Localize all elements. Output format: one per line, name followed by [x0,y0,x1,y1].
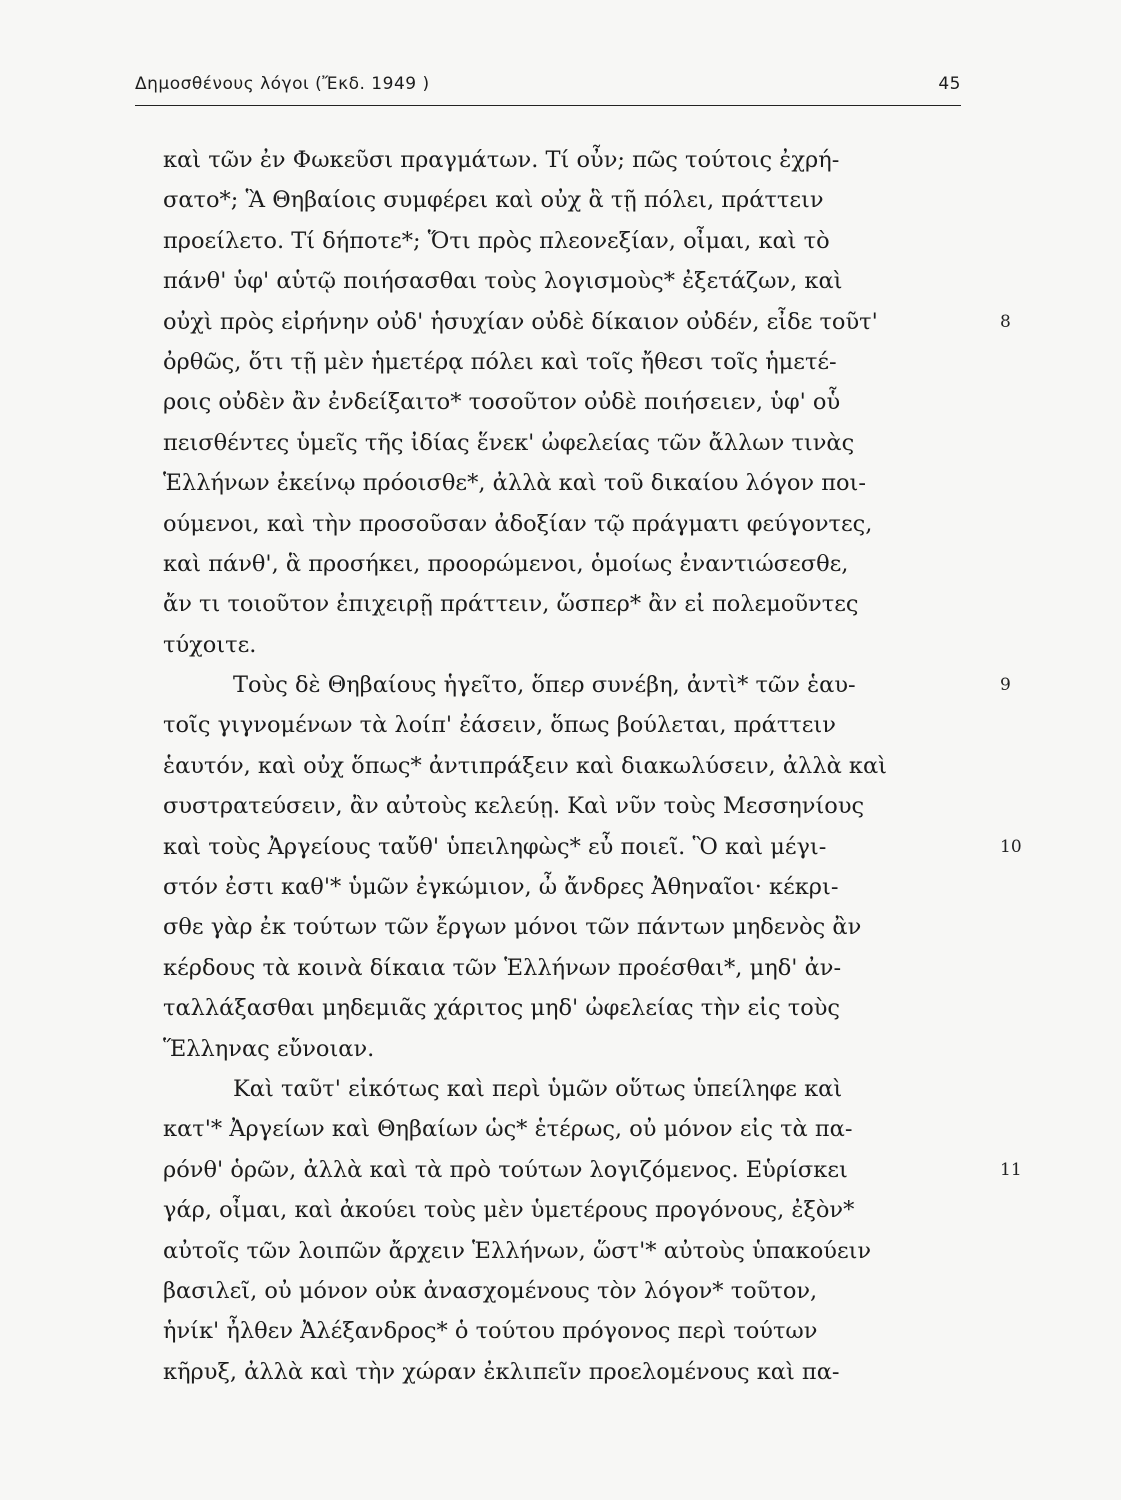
text-line-content: Καὶ ταῦτ' εἰκότως καὶ περὶ ὑμῶν οὕτως ὑπείληφε καὶ [233,1075,843,1102]
text-line-content: τοῖς γιγνομένων τὰ λοίπ' ἐάσειν, ὅπως βούλεται, πράττειν [163,712,836,739]
text-line-content: ἑαυτόν, καὶ οὐχ ὅπως* ἀντιπράξειν καὶ διακωλύσειν, ἀλλὰ καὶ [163,752,887,779]
body-text [163,140,1022,1392]
margin-section-number: 8 [1000,311,1011,332]
text-line-content: πεισθέντες ὑμεῖς τῆς ἰδίας ἕνεκ' ὠφελείας τῶν ἄλλων τινὰς [163,429,855,456]
header-rule [135,105,961,106]
text-line-content: κέρδους τὰ κοινὰ δίκαια τῶν Ἑλλήνων προέσθαι*, μηδ' ἀν- [163,954,842,981]
text-line [163,786,993,826]
text-line-content: οὐχὶ πρὸς εἰρήνην οὐδ' ἡσυχίαν οὐδὲ δίκαιον οὐδέν, εἶδε τοῦτ' [163,308,878,335]
text-line-content: αὐτοῖς τῶν λοιπῶν ἄρχειν Ἑλλήνων, ὥστ'* αὐτοὺς ὑπακούειν [163,1237,872,1264]
text-line-content: κατ'* Ἀργείων καὶ Θηβαίων ὡς* ἑτέρως, οὐ μόνον εἰς τὰ πα- [163,1116,853,1143]
margin-section-number: 10 [1000,836,1022,857]
text-line [163,1069,993,1109]
text-line [163,463,993,503]
page-number: 45 [938,74,961,94]
text-line [163,1150,1022,1190]
text-line [163,504,993,544]
text-line [163,988,993,1028]
text-line [163,342,993,382]
text-line-content: ταλλάξασθαι μηδεμιᾶς χάριτος μηδ' ὠφελείας τὴν εἰς τοὺς [163,995,841,1022]
text-line [163,1029,993,1069]
text-line [163,584,993,624]
margin-section-number: 9 [1000,675,1011,696]
text-line-content: ἄν τι τοιοῦτον ἐπιχειρῇ πράττειν, ὥσπερ* ἂν εἰ πολεμοῦντες [163,591,859,618]
text-line-content: γάρ, οἶμαι, καὶ ἀκούει τοὺς μὲν ὑμετέρους προγόνους, ἐξὸν* [163,1197,855,1224]
text-line [163,665,1011,705]
running-title: Δημοσθένους λόγοι (Ἔκδ. 1949 ) [135,74,430,94]
text-line [163,544,993,584]
text-line-content: ρόνθ' ὁρῶν, ἀλλὰ καὶ τὰ πρὸ τούτων λογιζόμενος. Εὑρίσκει [163,1156,848,1183]
text-line-content: Ἑλλήνων ἐκείνῳ πρόοισθε*, ἀλλὰ καὶ τοῦ δικαίου λόγον ποι- [163,470,866,497]
text-line-content: σθε γὰρ ἐκ τούτων τῶν ἔργων μόνοι τῶν πάντων μηδενὸς ἂν [163,914,862,941]
text-line [163,948,993,988]
text-line [163,1109,993,1149]
text-line-content: Ἕλληνας εὔνοιαν. [163,1035,375,1062]
text-line [163,221,993,261]
text-line-content: πάνθ' ὑφ' αὑτῷ ποιήσασθαι τοὺς λογισμοὺς* ἐξετάζων, καὶ [163,268,843,295]
text-line [163,1271,993,1311]
text-line [163,140,993,180]
text-line-content: ροις οὐδὲν ἂν ἐνδείξαιτο* τοσοῦτον οὐδὲ ποιήσειεν, ὑφ' οὗ [163,389,841,416]
text-line-content: Τοὺς δὲ Θηβαίους ἡγεῖτο, ὅπερ συνέβη, ἀντὶ* τῶν ἑαυ- [233,672,856,699]
text-line [163,261,993,301]
text-line-content: σατο*; Ἃ Θηβαίοις συμφέρει καὶ οὐχ ἃ τῇ πόλει, πράττειν [163,187,824,214]
text-line [163,382,993,422]
text-line-content: καὶ πάνθ', ἃ προσήκει, προορώμενοι, ὁμοίως ἐναντιώσεσθε, [163,550,849,577]
text-line [163,423,993,463]
text-line [163,746,993,786]
text-line [163,907,993,947]
text-line-content: συστρατεύσειν, ἂν αὐτοὺς κελεύῃ. Καὶ νῦν τοὺς Μεσσηνίους [163,793,865,820]
text-line-content: ἡνίκ' ἦλθεν Ἀλέξανδρος* ὁ τούτου πρόγονος περὶ τούτων [163,1318,818,1345]
text-line [163,1311,993,1351]
text-line-content: ὀρθῶς, ὅτι τῇ μὲν ἡμετέρᾳ πόλει καὶ τοῖς ἤθεσι τοῖς ἡμετέ- [163,348,837,375]
text-line-content: ούμενοι, καὶ τὴν προσοῦσαν ἀδοξίαν τῷ πράγματι φεύγοντες, [163,510,873,537]
text-line [163,302,1011,342]
text-line-content: καὶ τοὺς Ἀργείους ταὔθ' ὑπειληφὼς* εὖ ποιεῖ. Ὃ καὶ μέγι- [163,833,827,860]
text-line-content: καὶ τῶν ἐν Φωκεῦσι πραγμάτων. Τί οὖν; πῶς τούτοις ἐχρή- [163,147,840,173]
text-line-content: προείλετο. Τί δήποτε*; Ὅτι πρὸς πλεονεξίαν, οἶμαι, καὶ τὸ [163,227,830,254]
text-line-content: κῆρυξ, ἀλλὰ καὶ τὴν χώραν ἐκλιπεῖν προελομένους καὶ πα- [163,1358,840,1385]
text-line [163,180,993,220]
text-line [163,827,1022,867]
text-line [163,1190,993,1230]
text-line [163,867,993,907]
text-line-content: στόν ἐστι καθ'* ὑμῶν ἐγκώμιον, ὦ ἄνδρες Ἀθηναῖοι· κέκρι- [163,874,839,901]
margin-section-number: 11 [1000,1159,1022,1180]
text-line [163,705,993,745]
text-line-content: τύχοιτε. [163,631,257,658]
text-line-content: βασιλεῖ, οὐ μόνον οὐκ ἀνασχομένους τὸν λόγον* τοῦτον, [163,1277,818,1304]
text-line [163,625,993,665]
text-line [163,1352,993,1392]
text-line [163,1231,993,1271]
